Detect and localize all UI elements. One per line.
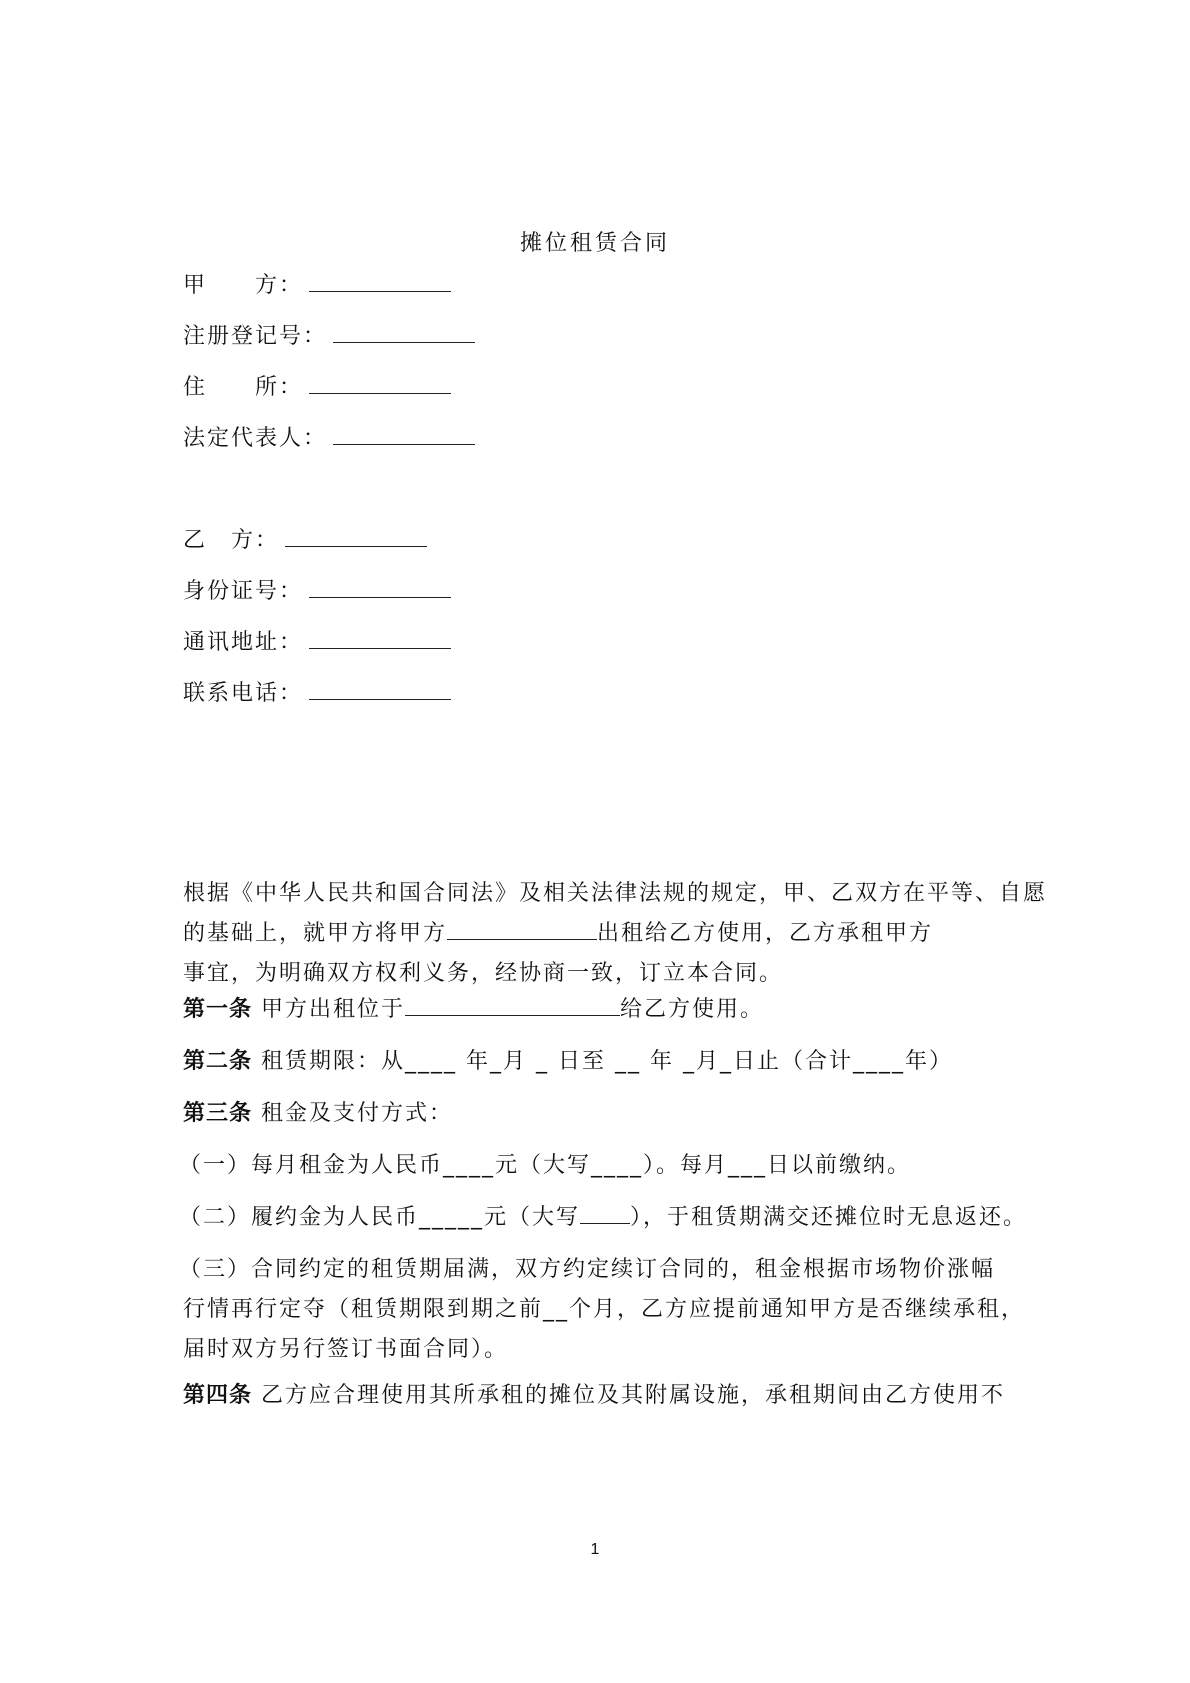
legal-representative-label: 法定代表人： — [183, 426, 328, 451]
preamble-line: 根据《中华人民共和国合同法》及相关法律法规的规定，甲、乙双方在平等、自愿 — [183, 881, 1048, 906]
article-3-label: 第三条 — [183, 1101, 253, 1126]
article-3-item-2-text: （二）履约金为人民币_____元（大写 — [179, 1205, 581, 1230]
article-3-item-3-line: 行情再行定夺（租赁期限到期之前__个月，乙方应提前通知甲方是否继续承租， — [183, 1297, 1026, 1322]
id-number-blank[interactable] — [309, 575, 451, 598]
article-2 — [183, 1042, 1023, 1082]
address-blank[interactable] — [309, 371, 451, 394]
legal-representative-field — [183, 421, 475, 452]
article-3 — [183, 1094, 1023, 1134]
phone-label: 联系电话： — [183, 681, 304, 706]
article-4 — [183, 1376, 1023, 1416]
legal-representative-blank[interactable] — [333, 422, 475, 445]
party-b-label: 乙 方： — [183, 528, 280, 553]
party-a-field — [183, 268, 451, 299]
mailing-address-blank[interactable] — [309, 626, 451, 649]
party-b-blank[interactable] — [285, 524, 427, 547]
article-2-text: 租赁期限：从____ 年_月 _ 日至 __ 年 _月_日止（合计____年） — [261, 1049, 953, 1074]
article-4-text: 乙方应合理使用其所承租的摊位及其附属设施，承租期间由乙方使用不 — [261, 1383, 1006, 1408]
article-4-label: 第四条 — [183, 1383, 253, 1408]
stall-location-blank[interactable] — [405, 993, 620, 1016]
phone-field — [183, 676, 451, 707]
party-a-blank[interactable] — [309, 269, 451, 292]
registration-number-label: 注册登记号： — [183, 324, 328, 349]
article-3-item-3 — [179, 1250, 1026, 1370]
page-title: 摊位租赁合同 — [519, 231, 670, 256]
mailing-address-label: 通讯地址： — [183, 630, 304, 655]
registration-number-field — [183, 319, 475, 350]
party-b-field — [183, 523, 427, 554]
article-3-item-1: （一）每月租金为人民币____元（大写____）。每月___日以前缴纳。 — [179, 1153, 912, 1178]
article-1-label: 第一条 — [183, 997, 253, 1022]
address-label: 住 所： — [183, 375, 304, 400]
article-3-item-3-line: 届时双方另行签订书面合同）。 — [183, 1337, 509, 1362]
mailing-address-field — [183, 625, 451, 656]
id-number-label: 身份证号： — [183, 579, 304, 604]
preamble-line — [183, 914, 1023, 954]
article-1-text: 给乙方使用。 — [620, 997, 765, 1022]
id-number-field — [183, 574, 451, 605]
premises-blank[interactable] — [447, 917, 597, 940]
party-a-label: 甲 方： — [183, 273, 304, 298]
article-3-item-2 — [179, 1198, 1028, 1238]
article-1 — [183, 990, 1023, 1030]
registration-number-blank[interactable] — [333, 320, 475, 343]
article-1-text: 甲方出租位于 — [261, 997, 406, 1022]
deposit-words-blank[interactable] — [580, 1201, 630, 1224]
address-field — [183, 370, 451, 401]
preamble-text: 的基础上，就甲方将甲方 — [183, 921, 448, 946]
preamble-text: 出租给乙方使用，乙方承租甲方 — [597, 921, 934, 946]
phone-blank[interactable] — [309, 677, 451, 700]
article-2-label: 第二条 — [183, 1049, 253, 1074]
preamble-line: 事宜，为明确双方权利义务，经协商一致，订立本合同。 — [183, 961, 784, 986]
article-3-item-2-text: ），于租赁期满交还摊位时无息返还。 — [630, 1205, 1028, 1230]
preamble-paragraph — [183, 874, 1048, 994]
page-number: 1 — [590, 1541, 600, 1558]
article-3-text: 租金及支付方式： — [261, 1101, 454, 1126]
article-3-item-3-line: （三）合同约定的租赁期届满，双方约定续订合同的，租金根据市场物价涨幅 — [179, 1257, 996, 1282]
